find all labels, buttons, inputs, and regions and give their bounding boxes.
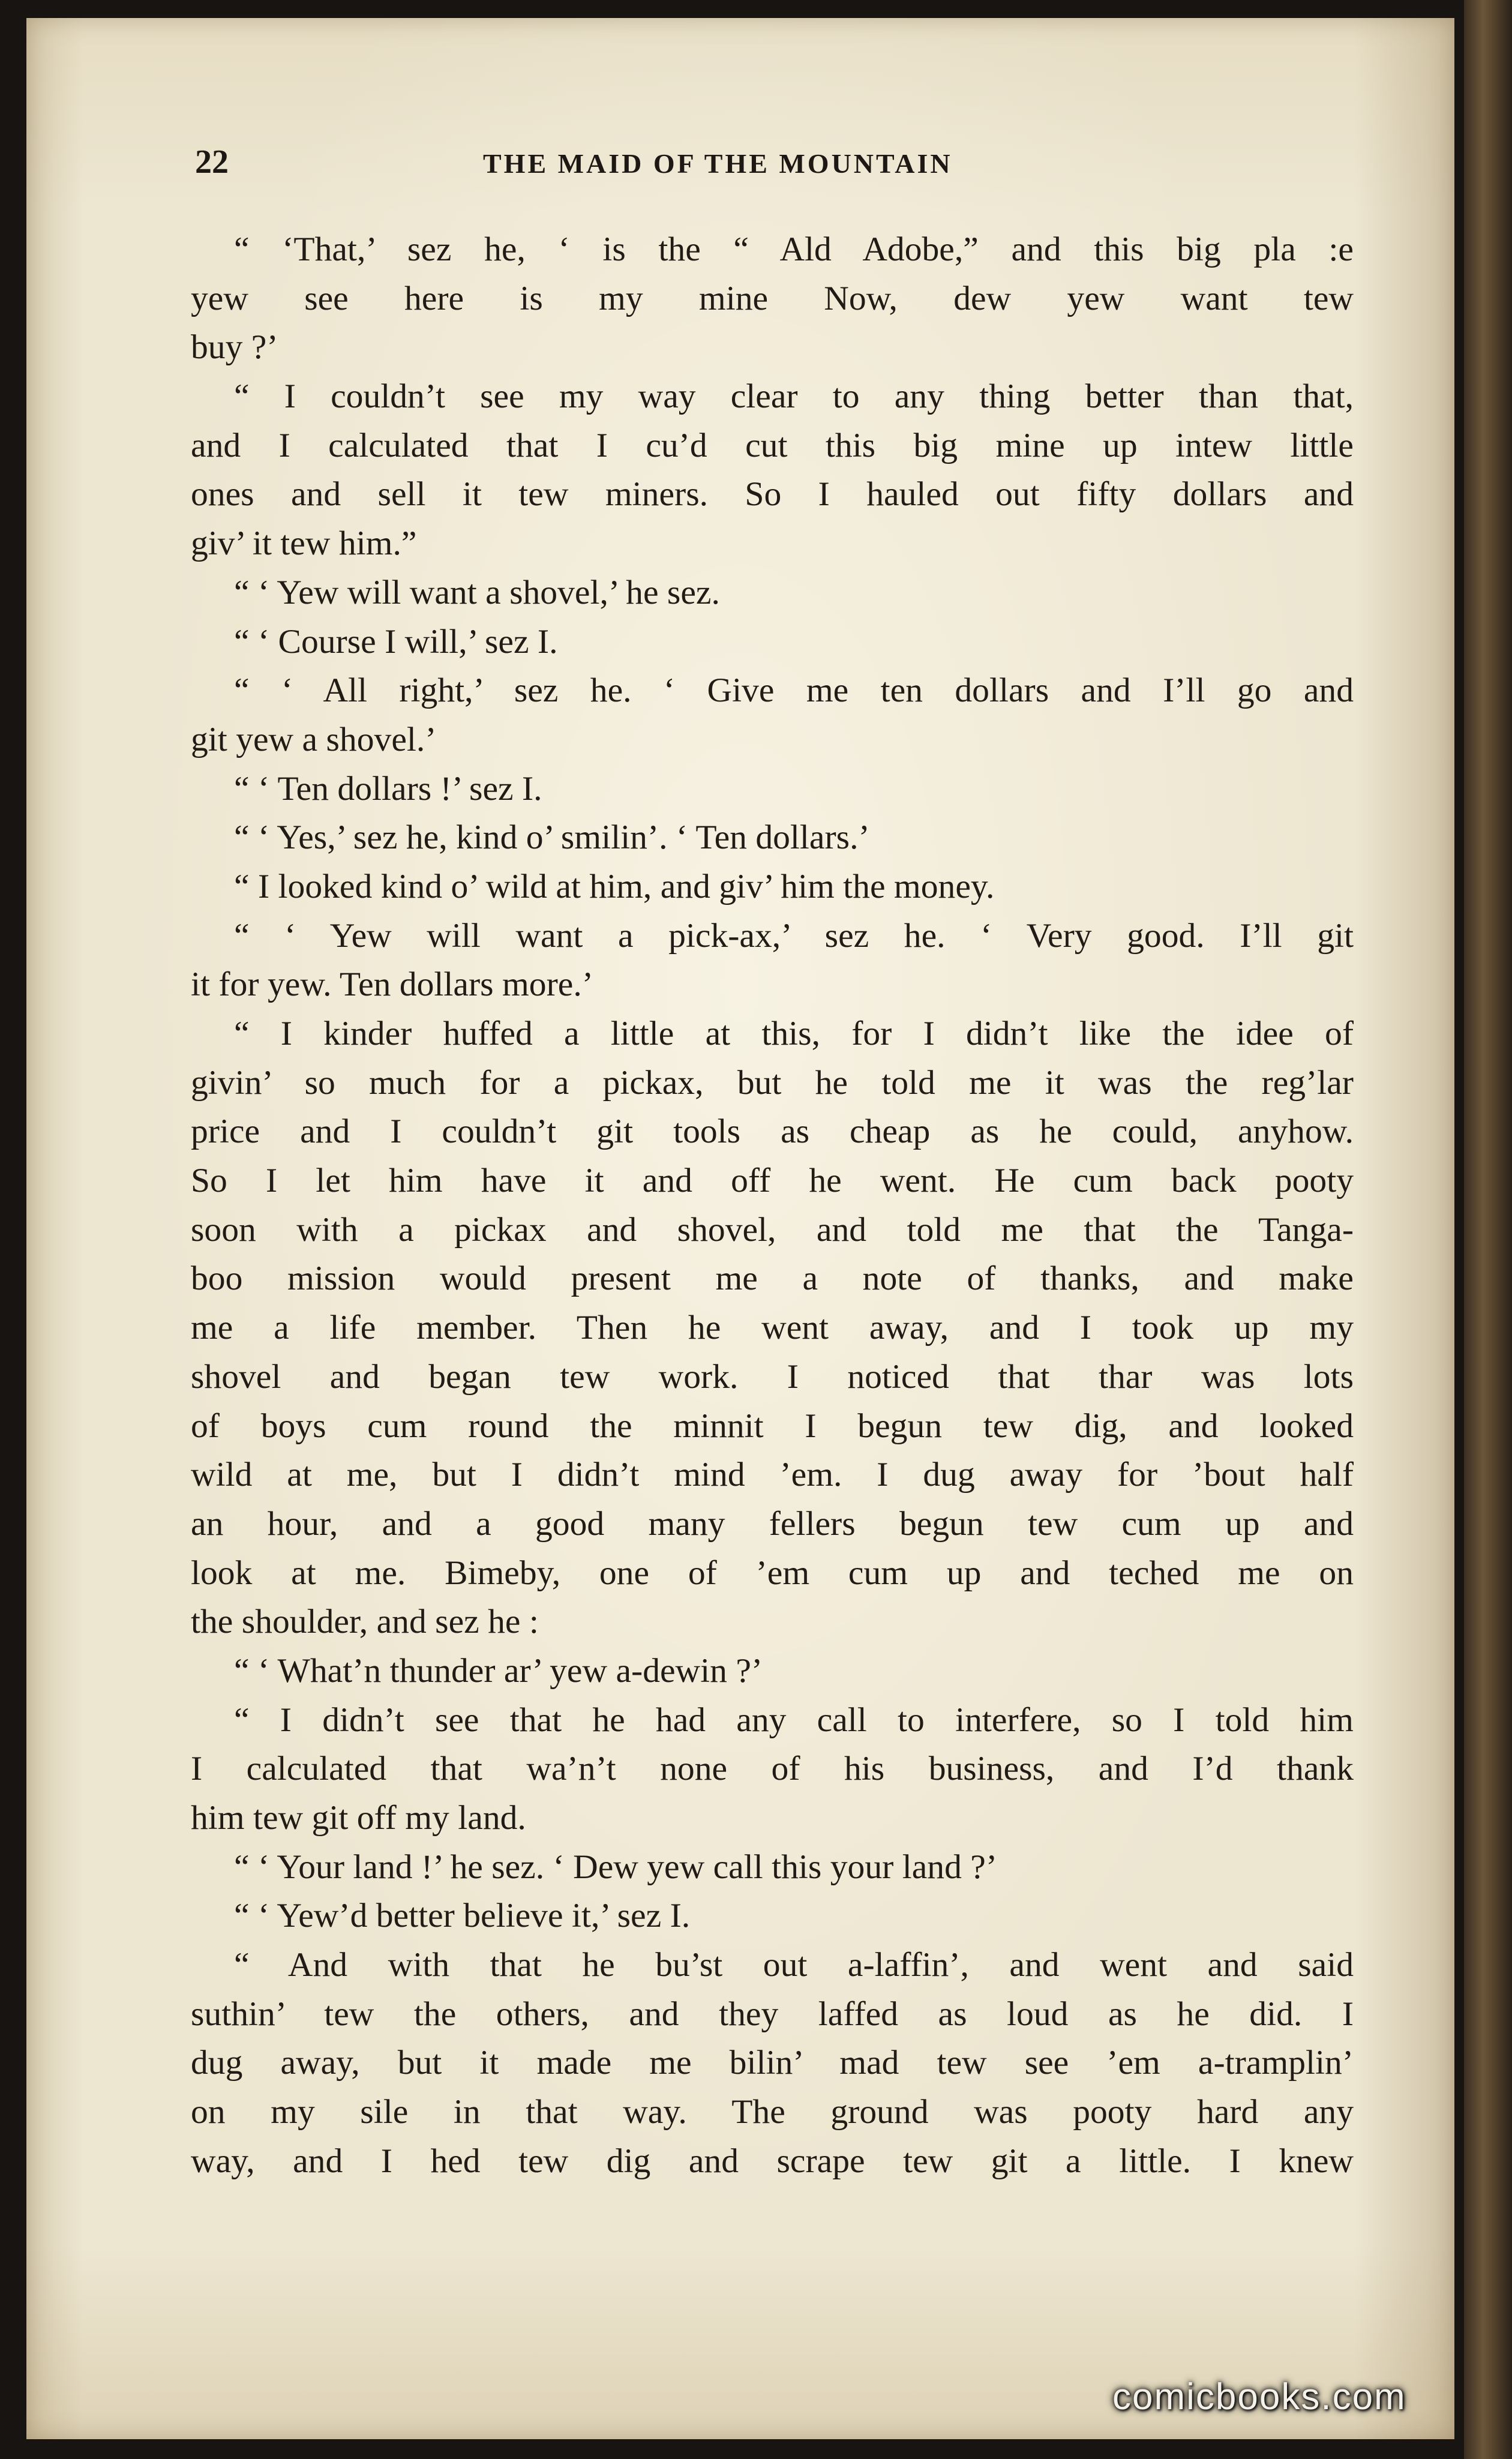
text-line: look at me. Bimeby, one of ’em cum up and teched me on [191,1554,1354,1592]
text-line: “ ‘ Ten dollars !’ sez I. [234,769,542,808]
text-line: “ I looked kind o’ wild at him, and giv’ him the money. [234,867,995,905]
text-line: “ And with that he bu’st out a-laffin’, and went and said [234,1946,1354,1984]
text-line: him tew git off my land. [191,1799,526,1837]
text-line: “ ‘ Your land !’ he sez. ‘ Dew yew call this your land ?’ [234,1848,998,1886]
text-line: it for yew. Ten dollars more.’ [191,965,593,1004]
text-line: I calculated that wa’n’t none of his business, and I’d thank [191,1750,1354,1788]
text-line: on my sile in that way. The ground was pooty hard any [191,2093,1354,2131]
text-line: “ I didn’t see that he had any call to interfere, so I told him [234,1701,1354,1739]
text-line: “ ‘ What’n thunder ar’ yew a-dewin ?’ [234,1651,763,1690]
text-line: “ ‘ Yew will want a pick-ax,’ sez he. ‘ Very good. I’ll git [234,916,1354,955]
text-line: buy ?’ [191,328,278,367]
text-line: “ ‘ Course I will,’ sez I. [234,622,558,661]
text-line: shovel and began tew work. I noticed that thar was lots [191,1357,1354,1396]
text-line: wild at me, but I didn’t mind ’em. I dug away for ’bout half [191,1456,1354,1494]
book-binding-edge [1464,0,1512,2459]
body-text [191,225,1354,2186]
text-line: me a life member. Then he went away, and I took up my [191,1309,1354,1347]
text-line: dug away, but it made me bilin’ mad tew see ’em a-tramplin’ [191,2044,1354,2082]
text-line: giv’ it tew him.” [191,524,417,563]
text-line: an hour, and a good many fellers begun tew cum up and [191,1504,1354,1543]
page-header [195,141,1353,183]
text-line: boo mission would present me a note of thanks, and make [191,1260,1354,1298]
text-line: suthin’ tew the others, and they laffed as loud as he did. I [191,1995,1354,2033]
text-line: “ ‘ Yew will want a shovel,’ he sez. [234,573,720,611]
page-number: 22 [195,143,229,181]
text-line: “ ‘That,’ sez he, ‘ is the “ Ald Adobe,” and this big pla :e [234,230,1354,268]
text-line: ones and sell it tew miners. So I hauled out fifty dollars and [191,475,1354,514]
text-line: way, and I hed tew dig and scrape tew git a little. I knew [191,2142,1354,2180]
text-line: yew see here is my mine Now, dew yew want tew [191,279,1354,317]
text-line: So I let him have it and off he went. He cum back pooty [191,1162,1354,1200]
text-line: “ ‘ Yes,’ sez he, kind o’ smilin’. ‘ Ten dollars.’ [234,818,870,857]
text-line: soon with a pickax and shovel, and told me that the Tanga- [191,1210,1354,1249]
text-line: “ ‘ Yew’d better believe it,’ sez I. [234,1897,691,1935]
text-line: and I calculated that I cu’d cut this big mine up intew little [191,426,1354,464]
text-line: “ I kinder huffed a little at this, for I didn’t like the idee of [234,1015,1354,1052]
text-line: the shoulder, and sez he : [191,1603,539,1641]
text-line: “ I couldn’t see my way clear to any thing better than that, [234,377,1354,416]
running-head: THE MAID OF THE MOUNTAIN [483,148,953,179]
text-line: givin’ so much for a pickax, but he told me it was the reg’lar [191,1063,1354,1102]
text-line: price and I couldn’t git tools as cheap as he could, anyhow. [191,1112,1354,1151]
site-watermark: comicbooks.com [1112,2376,1406,2418]
text-line: of boys cum round the minnit I begun tew dig, and looked [191,1407,1354,1445]
text-line: “ ‘ All right,’ sez he. ‘ Give me ten dollars and I’ll go and [234,671,1354,710]
text-line: git yew a shovel.’ [191,720,437,758]
